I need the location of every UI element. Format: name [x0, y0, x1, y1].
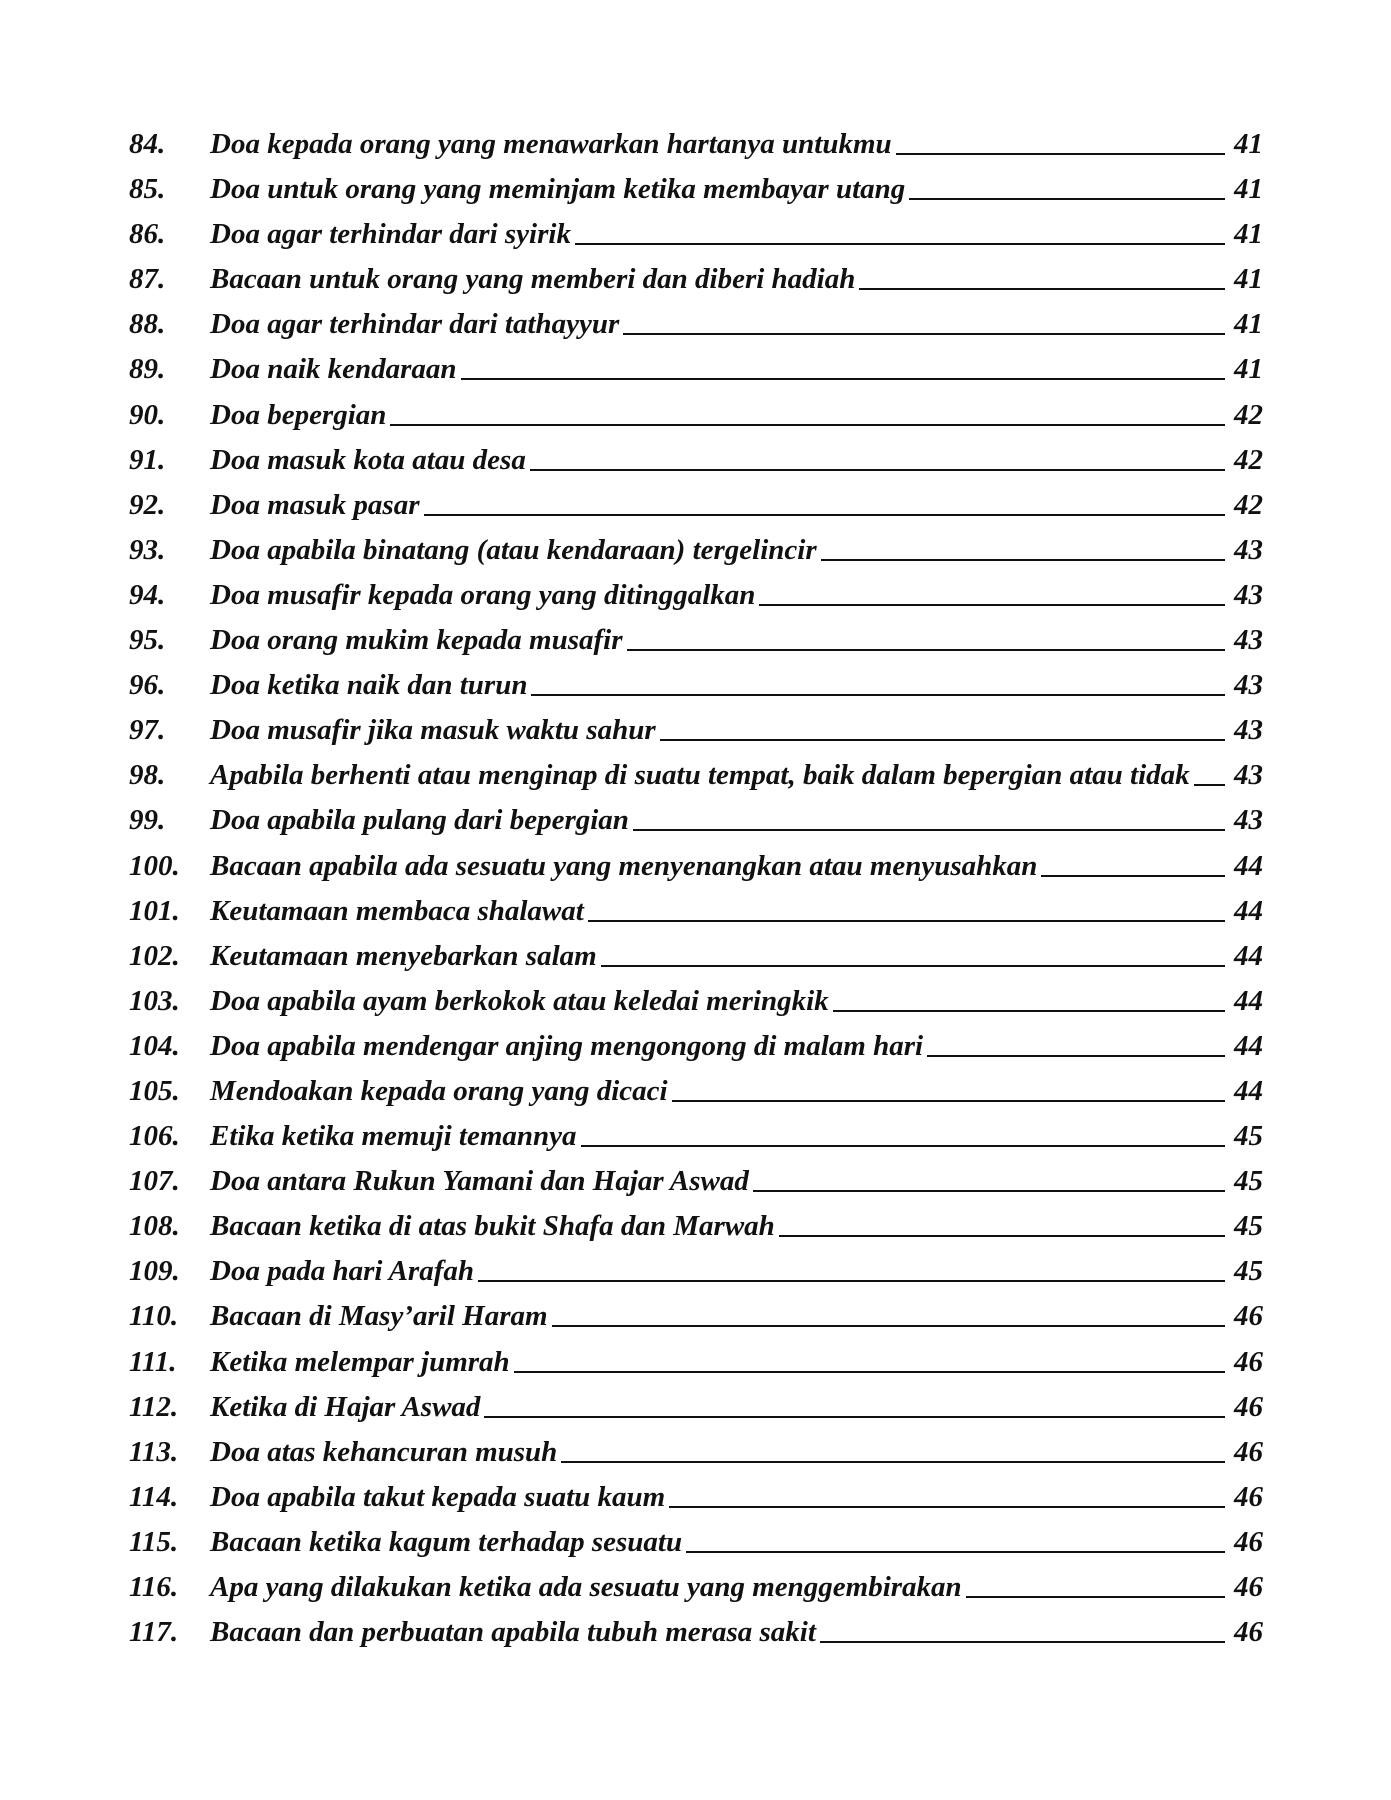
entry-page-number: 43 [1234, 714, 1263, 747]
entry-title: Doa masuk kota atau desa [210, 443, 526, 476]
entry-number: 116. [129, 1571, 179, 1603]
toc-entry [129, 1565, 1263, 1610]
entry-number: 104. [129, 1029, 180, 1062]
entry-page-number: 46 [1234, 1300, 1263, 1333]
entry-page-number: 44 [1234, 939, 1263, 972]
toc-entry [129, 1340, 1263, 1385]
leader-line [966, 1595, 1225, 1598]
entry-page-number: 41 [1234, 218, 1263, 251]
entry-title: Keutamaan menyebarkan salam [210, 939, 597, 972]
entry-number: 117. [129, 1616, 179, 1649]
toc-entry [129, 212, 1263, 257]
entry-title: Apa yang dilakukan ketika ada sesuatu yang menggembirakan [210, 1571, 962, 1603]
toc-entry [129, 1385, 1263, 1430]
entry-page-number: 43 [1234, 624, 1263, 657]
toc-entry [129, 1249, 1263, 1294]
toc-entry [129, 1430, 1263, 1475]
toc-entry [129, 1159, 1263, 1204]
toc-entry [129, 753, 1263, 798]
entry-number: 113. [129, 1435, 179, 1468]
leader-line [588, 919, 1225, 922]
toc-entry [129, 1069, 1263, 1114]
leader-line [833, 1009, 1225, 1012]
entry-title: Bacaan dan perbuatan apabila tubuh merasa sakit [210, 1616, 816, 1649]
entry-number: 101. [129, 894, 180, 927]
toc-entry [129, 257, 1263, 302]
entry-title: Bacaan di Masy’aril Haram [210, 1300, 548, 1333]
entry-title: Doa masuk pasar [210, 488, 420, 521]
entry-number: 92. [129, 488, 166, 521]
leader-line [531, 693, 1225, 696]
entry-title: Doa ketika naik dan turun [210, 669, 528, 702]
entry-page-number: 42 [1234, 443, 1263, 476]
leader-line [561, 1460, 1225, 1463]
entry-number: 109. [129, 1255, 180, 1288]
leader-line [627, 648, 1226, 651]
toc-entry [129, 483, 1263, 528]
leader-line [686, 1550, 1225, 1553]
toc-entry [129, 347, 1263, 392]
entry-page-number: 41 [1234, 353, 1263, 386]
toc-entry [129, 934, 1263, 979]
entry-page-number: 41 [1234, 128, 1263, 160]
toc-entry [129, 844, 1263, 889]
leader-line [552, 1324, 1225, 1327]
entry-number: 89. [129, 353, 166, 386]
entry-number: 86. [129, 218, 166, 251]
entry-title: Bacaan ketika kagum terhadap sesuatu [210, 1525, 683, 1558]
entry-number: 102. [129, 939, 180, 972]
entry-number: 108. [129, 1210, 180, 1243]
entry-title: Mendoakan kepada orang yang dicaci [210, 1074, 668, 1107]
toc-entry [129, 1204, 1263, 1249]
leader-line [1041, 874, 1225, 877]
leader-line [601, 964, 1225, 967]
toc-entry [129, 122, 1263, 167]
entry-number: 106. [129, 1120, 180, 1153]
toc-entry [129, 1475, 1263, 1520]
entry-number: 97. [129, 714, 166, 747]
entry-page-number: 41 [1234, 308, 1263, 341]
entry-page-number: 44 [1234, 849, 1263, 882]
entry-title: Doa bepergian [210, 398, 387, 431]
entry-number: 110. [129, 1300, 179, 1333]
toc-entry [129, 1024, 1263, 1069]
entry-page-number: 46 [1234, 1435, 1263, 1468]
entry-page-number: 45 [1234, 1210, 1263, 1243]
entry-number: 107. [129, 1165, 180, 1198]
leader-line [759, 603, 1225, 606]
entry-number: 100. [129, 849, 180, 882]
toc-entry [129, 1610, 1263, 1655]
toc-entry [129, 663, 1263, 708]
entry-title: Doa atas kehancuran musuh [210, 1435, 558, 1468]
entry-title: Ketika melempar jumrah [210, 1345, 510, 1378]
entry-page-number: 41 [1234, 173, 1263, 206]
entry-page-number: 46 [1234, 1390, 1263, 1423]
entry-title: Bacaan untuk orang yang memberi dan diberi hadiah [210, 263, 856, 296]
entry-title: Doa apabila pulang dari bepergian [210, 804, 629, 837]
toc-entry [129, 167, 1263, 212]
toc-entry [129, 1294, 1263, 1339]
leader-line [575, 242, 1225, 245]
entry-page-number: 43 [1234, 804, 1263, 837]
entry-page-number: 44 [1234, 984, 1263, 1017]
entry-title: Doa agar terhindar dari tathayyur [210, 308, 620, 341]
toc-entry [129, 1114, 1263, 1159]
entry-number: 115. [129, 1525, 179, 1558]
entry-title: Doa antara Rukun Yamani dan Hajar Aswad [210, 1165, 749, 1198]
entry-title: Ketika di Hajar Aswad [210, 1390, 481, 1423]
toc-entry [129, 573, 1263, 618]
entry-page-number: 44 [1234, 1074, 1263, 1107]
table-of-contents [129, 122, 1263, 1655]
entry-title: Bacaan ketika di atas bukit Shafa dan Marwah [210, 1210, 775, 1243]
entry-title: Apabila berhenti atau menginap di suatu tempat, baik dalam bepergian atau tidak [210, 759, 1190, 792]
toc-entry [129, 528, 1263, 573]
leader-line [424, 513, 1226, 516]
toc-entry [129, 1520, 1263, 1565]
entry-title: Doa untuk orang yang meminjam ketika membayar utang [210, 173, 906, 206]
toc-entry [129, 438, 1263, 483]
entry-page-number: 41 [1234, 263, 1263, 296]
leader-line [581, 1144, 1225, 1147]
leader-line [779, 1234, 1225, 1237]
leader-line [514, 1370, 1225, 1373]
leader-line [909, 197, 1225, 200]
entry-page-number: 42 [1234, 488, 1263, 521]
leader-line [753, 1189, 1225, 1192]
entry-title: Doa apabila mendengar anjing mengongong di malam hari [210, 1029, 924, 1062]
entry-title: Doa apabila ayam berkokok atau keledai meringkik [210, 984, 829, 1017]
leader-line [821, 558, 1225, 561]
toc-entry [129, 302, 1263, 347]
entry-title: Doa agar terhindar dari syirik [210, 218, 571, 251]
toc-entry [129, 798, 1263, 843]
entry-title: Doa musafir kepada orang yang ditinggalkan [210, 578, 756, 611]
entry-page-number: 46 [1234, 1571, 1263, 1603]
entry-number: 111. [129, 1345, 177, 1378]
toc-entry [129, 393, 1263, 438]
entry-page-number: 44 [1234, 1029, 1263, 1062]
leader-line [927, 1054, 1225, 1057]
leader-line [633, 828, 1225, 831]
entry-number: 88. [129, 308, 166, 341]
entry-page-number: 45 [1234, 1255, 1263, 1288]
entry-page-number: 46 [1234, 1480, 1263, 1513]
entry-page-number: 46 [1234, 1345, 1263, 1378]
entry-page-number: 43 [1234, 533, 1263, 566]
entry-number: 95. [129, 624, 166, 657]
leader-line [672, 1099, 1225, 1102]
leader-line [1194, 783, 1225, 786]
entry-page-number: 46 [1234, 1525, 1263, 1558]
entry-number: 91. [129, 443, 166, 476]
leader-line [660, 738, 1225, 741]
entry-page-number: 43 [1234, 578, 1263, 611]
entry-number: 90. [129, 398, 166, 431]
leader-line [669, 1505, 1225, 1508]
entry-title: Doa apabila takut kepada suatu kaum [210, 1480, 666, 1513]
entry-page-number: 45 [1234, 1165, 1263, 1198]
entry-page-number: 46 [1234, 1616, 1263, 1649]
entry-page-number: 43 [1234, 759, 1263, 792]
leader-line [461, 377, 1225, 380]
entry-number: 87. [129, 263, 166, 296]
leader-line [623, 332, 1225, 335]
entry-number: 114. [129, 1480, 179, 1513]
entry-page-number: 44 [1234, 894, 1263, 927]
entry-title: Doa orang mukim kepada musafir [210, 624, 623, 657]
leader-line [896, 152, 1225, 155]
leader-line [484, 1415, 1225, 1418]
entry-number: 105. [129, 1074, 180, 1107]
entry-number: 112. [129, 1390, 179, 1423]
entry-page-number: 42 [1234, 398, 1263, 431]
leader-line [478, 1279, 1225, 1282]
leader-line [859, 287, 1225, 290]
leader-line [820, 1640, 1225, 1643]
leader-line [530, 468, 1225, 471]
entry-title: Doa kepada orang yang menawarkan hartanya untukmu [210, 128, 892, 160]
entry-number: 98. [129, 759, 166, 792]
entry-page-number: 43 [1234, 669, 1263, 702]
entry-title: Bacaan apabila ada sesuatu yang menyenangkan atau menyusahkan [210, 849, 1038, 882]
entry-number: 93. [129, 533, 166, 566]
entry-number: 103. [129, 984, 180, 1017]
toc-entry [129, 618, 1263, 663]
entry-number: 85. [129, 173, 166, 206]
entry-number: 94. [129, 578, 166, 611]
entry-number: 96. [129, 669, 166, 702]
entry-number: 84. [129, 128, 166, 160]
entry-title: Etika ketika memuji temannya [210, 1120, 577, 1153]
leader-line [390, 423, 1225, 426]
entry-title: Doa naik kendaraan [210, 353, 457, 386]
entry-number: 99. [129, 804, 166, 837]
entry-title: Keutamaan membaca shalawat [210, 894, 584, 927]
toc-entry [129, 708, 1263, 753]
entry-title: Doa musafir jika masuk waktu sahur [210, 714, 656, 747]
toc-entry [129, 889, 1263, 934]
entry-title: Doa apabila binatang (atau kendaraan) tergelincir [210, 533, 817, 566]
toc-entry [129, 979, 1263, 1024]
entry-page-number: 45 [1234, 1120, 1263, 1153]
entry-title: Doa pada hari Arafah [210, 1255, 475, 1288]
